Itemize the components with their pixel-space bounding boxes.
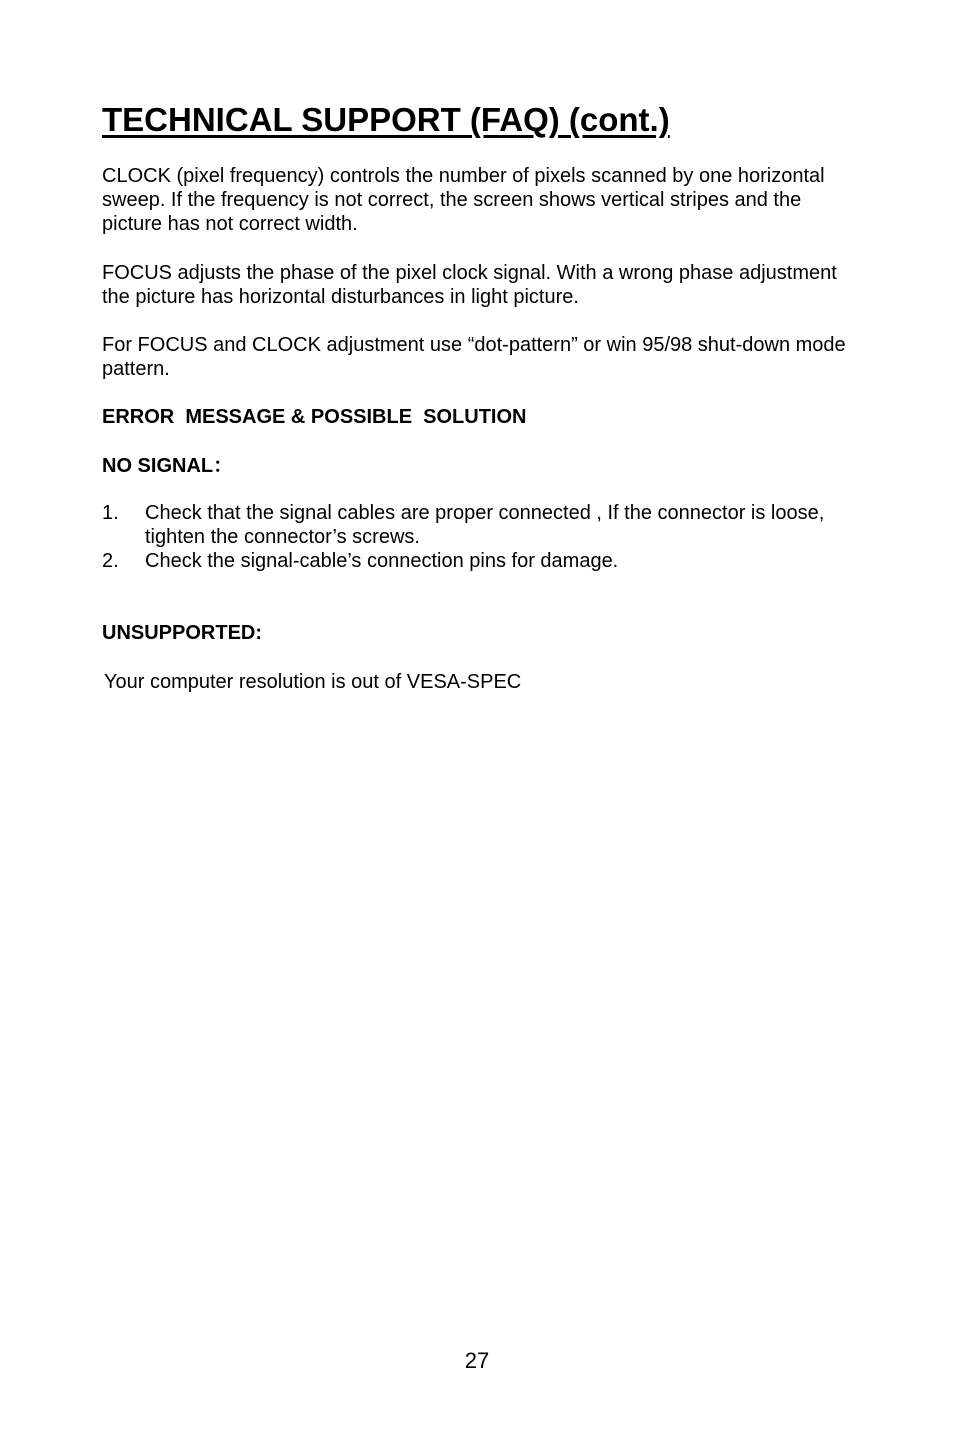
- list-item-text: Check the signal-cable’s connection pins for damage.: [145, 550, 619, 572]
- unsupported-heading: UNSUPPORTED:: [102, 622, 263, 644]
- no-signal-heading: NO SIGNAL：: [102, 455, 234, 477]
- adjustment-paragraph: For FOCUS and CLOCK adjustment use “dot-pattern” or win 95/98 shut-down mode pattern.: [102, 334, 846, 380]
- list-item-number: 2.: [102, 550, 119, 572]
- list-item: [102, 549, 842, 573]
- no-signal-list: [102, 501, 842, 573]
- list-item-text: Check that the signal cables are proper connected , If the connector is loose, tighten the connector’s screws.: [145, 502, 836, 548]
- list-item-number: 1.: [102, 502, 119, 524]
- error-message-heading: ERROR MESSAGE & POSSIBLE SOLUTION: [102, 406, 527, 428]
- page-title: TECHNICAL SUPPORT (FAQ) (cont.): [102, 101, 670, 138]
- unsupported-text: Your computer resolution is out of VESA-SPEC: [104, 671, 522, 693]
- page-number: 27: [464, 1348, 490, 1373]
- list-item: [102, 501, 842, 549]
- clock-paragraph: CLOCK (pixel frequency) controls the number of pixels scanned by one horizontal sweep. If the frequency is not correct, the screen shows vertical stripes and the picture has not correct width.: [102, 165, 825, 235]
- focus-paragraph: FOCUS adjusts the phase of the pixel clock signal. With a wrong phase adjustment the picture has horizontal disturbances in light picture.: [102, 262, 837, 308]
